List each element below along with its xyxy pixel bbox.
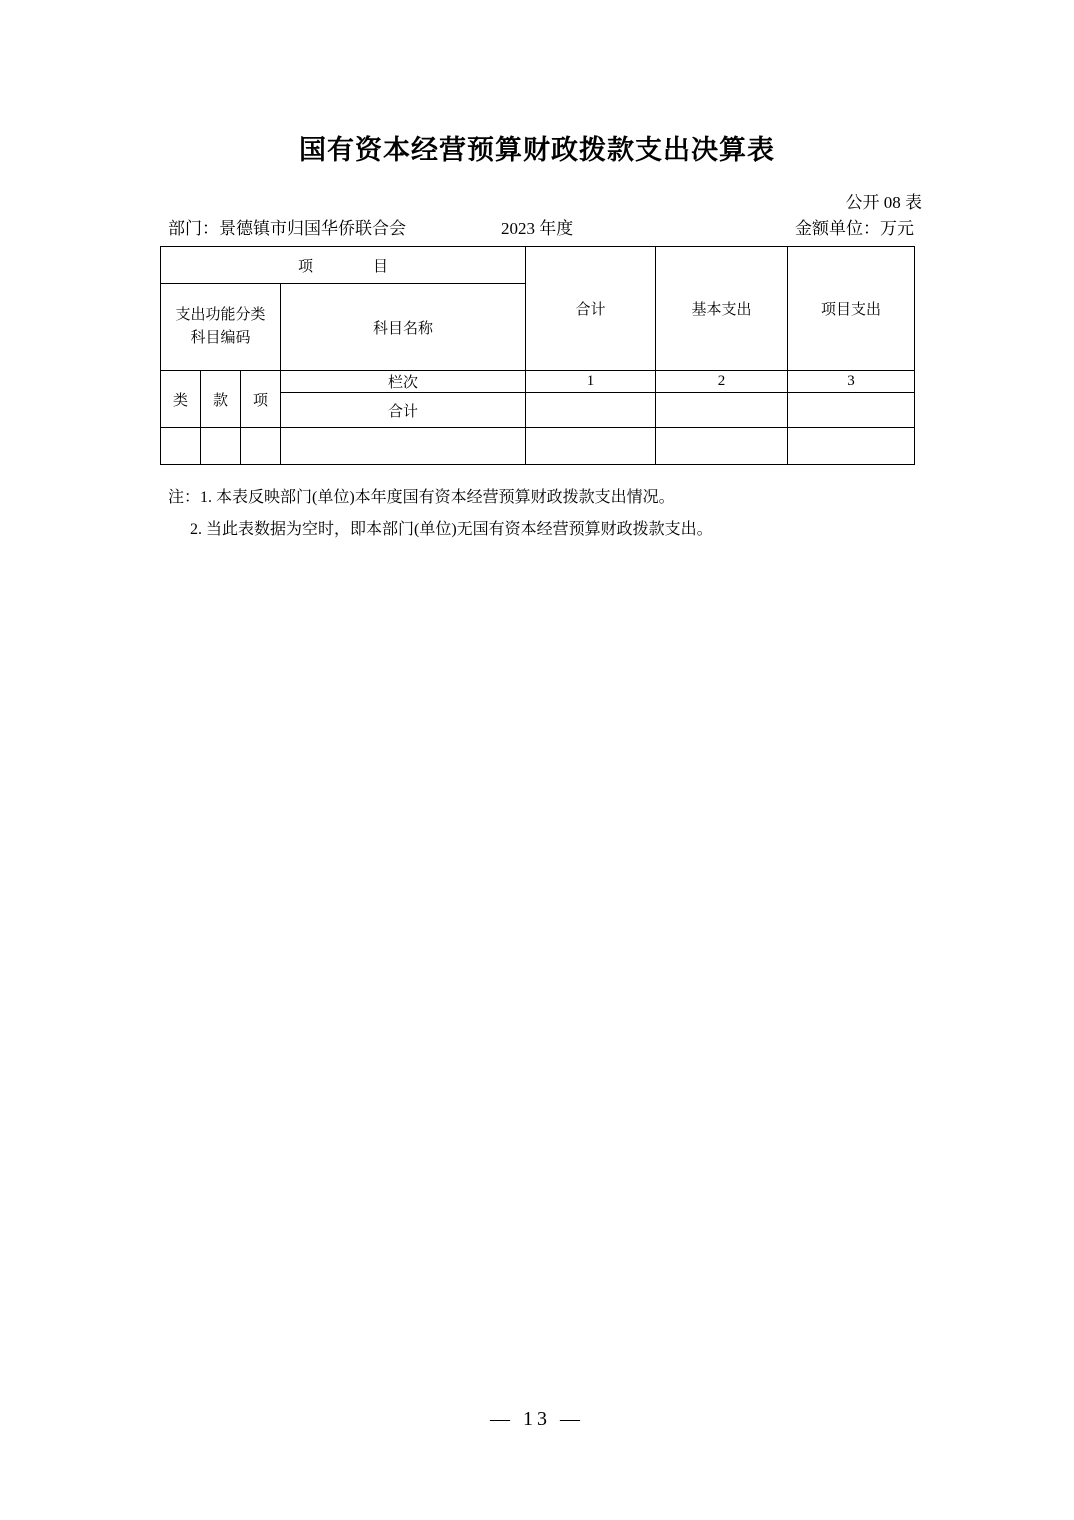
- total-row-label: 合计: [281, 393, 526, 428]
- blank-row-name: [281, 428, 526, 465]
- column-index-2: 2: [656, 371, 788, 393]
- department-name: 景德镇市归国华侨联合会: [219, 219, 406, 238]
- table-notes: [168, 482, 948, 546]
- total-row-value-total: [526, 393, 656, 428]
- total-row-value-basic: [656, 393, 788, 428]
- page-number: — 13 —: [490, 1408, 584, 1430]
- column-index-1: 1: [526, 371, 656, 393]
- fiscal-year: 2023 年度: [501, 219, 574, 238]
- table-row: [161, 371, 915, 393]
- total-row-value-project: [788, 393, 915, 428]
- header-project-group: [161, 247, 526, 284]
- header-col-basic: 基本支出: [656, 247, 788, 371]
- table-row: [161, 428, 915, 465]
- page-title: 国有资本经营预算财政拨款支出决算表: [299, 135, 775, 165]
- meta-row: [168, 214, 914, 238]
- blank-row-kuan: [201, 428, 241, 465]
- form-number: 公开 08 表: [845, 193, 922, 212]
- header-col-total: 合计: [526, 247, 656, 371]
- department-label: 部门：: [168, 219, 219, 238]
- header-project-group-label: 项 目: [298, 258, 399, 275]
- header-col-project: 项目支出: [788, 247, 915, 371]
- header-subject-name: 科目名称: [281, 284, 526, 371]
- code-column-xiang: 项: [241, 371, 281, 428]
- table-row: [161, 247, 915, 284]
- amount-unit: 金额单位：万元: [795, 219, 914, 238]
- header-functional-code: [161, 284, 281, 371]
- budget-table: [160, 246, 915, 465]
- note-line-1: 注：1. 本表反映部门(单位)本年度国有资本经营预算财政拨款支出情况。: [168, 489, 675, 506]
- blank-row-value-project: [788, 428, 915, 465]
- blank-row-value-total: [526, 428, 656, 465]
- column-index-label: 栏次: [281, 371, 526, 393]
- blank-row-xiang: [241, 428, 281, 465]
- blank-row-value-basic: [656, 428, 788, 465]
- code-column-kuan: 款: [201, 371, 241, 428]
- note-line-2: 2. 当此表数据为空时，即本部门(单位)无国有资本经营预算财政拨款支出。: [190, 521, 713, 538]
- header-functional-code-line1: 支出功能分类: [175, 306, 266, 323]
- header-functional-code-line2: 科目编码: [190, 330, 251, 346]
- code-column-lei: 类: [161, 371, 201, 428]
- blank-row-lei: [161, 428, 201, 465]
- department-info: [168, 214, 406, 239]
- column-index-3: 3: [788, 371, 915, 393]
